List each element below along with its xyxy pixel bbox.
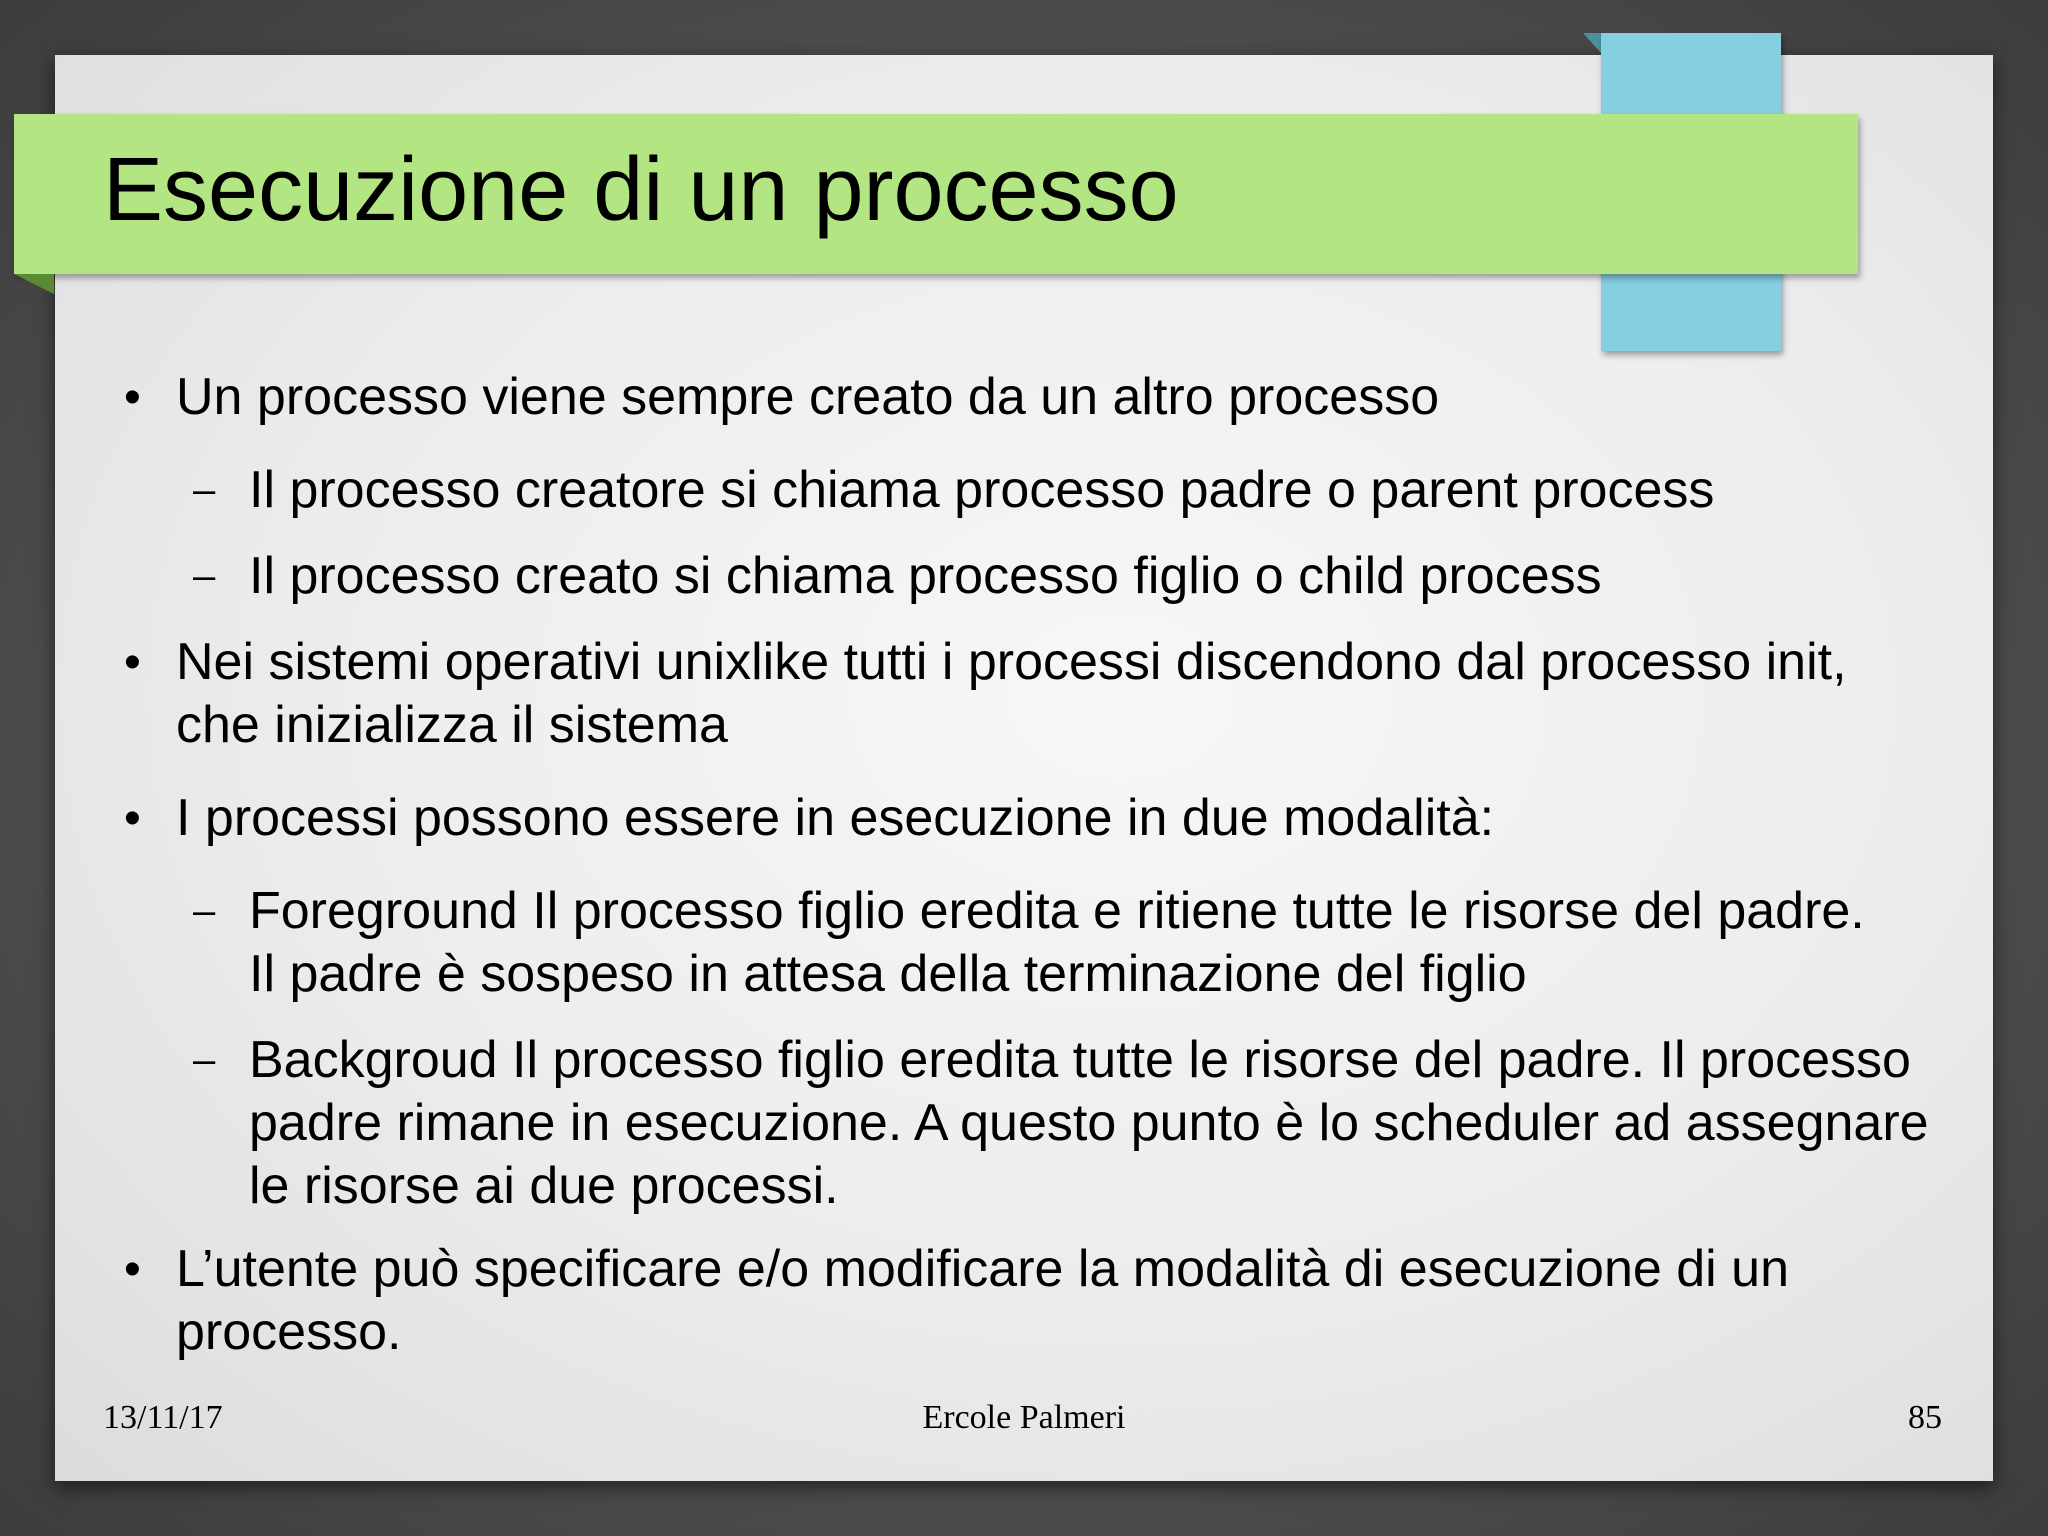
dash-marker: –	[193, 554, 216, 598]
slide-title: Esecuzione di un processo	[103, 140, 1179, 240]
dash-marker: –	[193, 1038, 216, 1082]
bullet-marker: •	[124, 1243, 141, 1296]
sub-bullet-item	[193, 880, 1889, 1006]
sub-bullet-text: Il processo creato si chiama processo figlio o child process	[249, 547, 1602, 605]
bullet-marker: •	[124, 792, 141, 845]
bullet-item	[124, 366, 1936, 429]
bullet-item	[124, 787, 1936, 850]
sub-bullet-item	[193, 459, 1949, 522]
sub-bullet-text: Backgroud Il processo figlio eredita tutte le risorse del padre. Il processo padre rimane in esecuzione. A questo punto è lo scheduler ad assegnare le risorse ai due processi.	[249, 1031, 1929, 1215]
sub-bullet-item	[193, 545, 1949, 608]
sub-bullet-text: Foreground Il processo figlio eredita e ritiene tutte le risorse del padre. Il padre è sospeso in attesa della terminazione del figlio	[249, 882, 1865, 1003]
bullet-item	[124, 631, 1896, 757]
bullet-marker: •	[124, 636, 141, 689]
sub-bullet-item	[193, 1029, 1949, 1218]
bullet-item	[124, 1238, 1936, 1364]
dash-marker: –	[193, 889, 216, 933]
dash-marker: –	[193, 468, 216, 512]
footer-page-number: 85	[1908, 1399, 1942, 1436]
sub-bullet-text: Il processo creatore si chiama processo padre o parent process	[249, 461, 1715, 519]
bullet-text: L’utente può specificare e/o modificare la modalità di esecuzione di un processo.	[176, 1240, 1789, 1361]
bullet-text: I processi possono essere in esecuzione in due modalità:	[176, 789, 1495, 847]
bullet-marker: •	[124, 371, 141, 424]
bullet-text: Nei sistemi operativi unixlike tutti i processi discendono dal processo init, che inizializza il sistema	[176, 633, 1847, 754]
footer-author: Ercole Palmeri	[922, 1399, 1126, 1436]
bullet-text: Un processo viene sempre creato da un altro processo	[176, 368, 1440, 426]
footer-date: 13/11/17	[103, 1399, 223, 1436]
